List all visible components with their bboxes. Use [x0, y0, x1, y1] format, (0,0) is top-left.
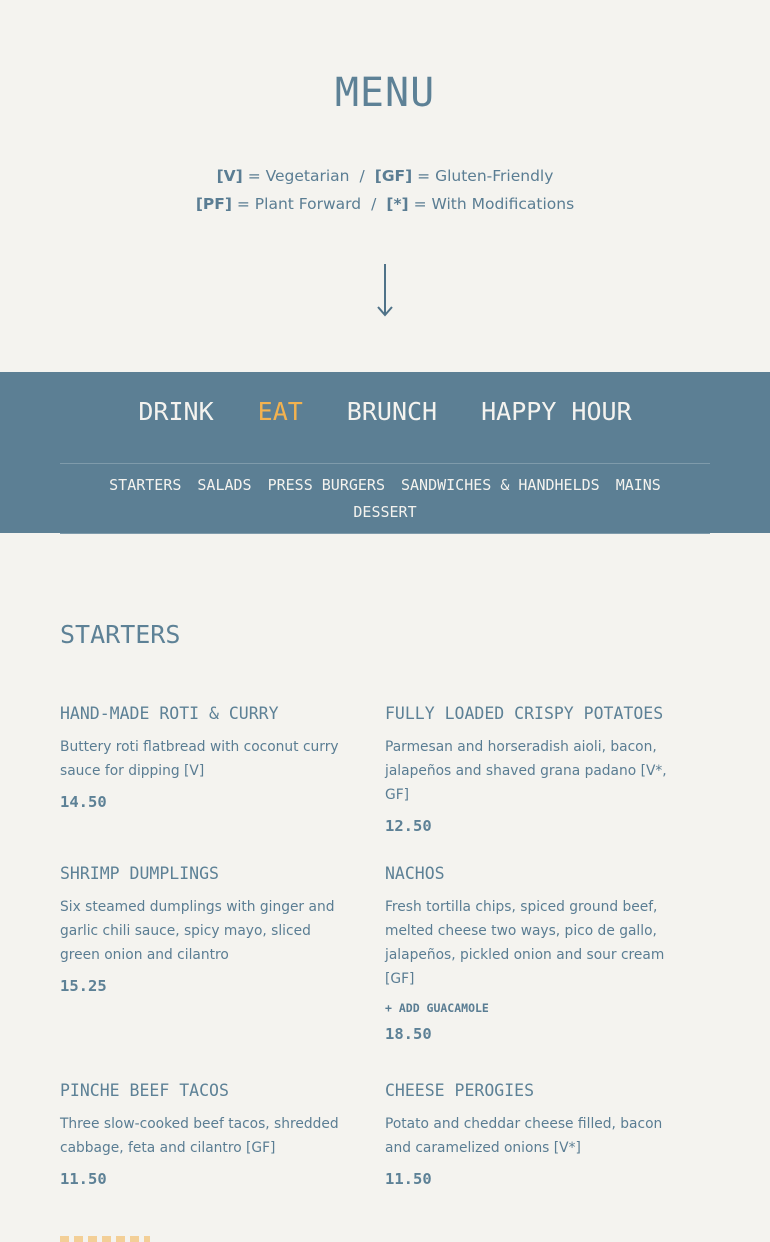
legend-row-2 [0, 190, 770, 218]
menu-item [60, 704, 355, 811]
subtab-press-burgers[interactable]: PRESS BURGERS [267, 476, 385, 494]
item-name: PINCHE BEEF TACOS [60, 1081, 229, 1100]
legend-tag-vegetarian: [V] [216, 167, 243, 185]
sub-navigation-row [60, 476, 710, 494]
subtab-sandwiches-handhelds[interactable]: SANDWICHES & HANDHELDS [401, 476, 600, 494]
subtab-starters[interactable]: STARTERS [109, 476, 182, 494]
item-name: FULLY LOADED CRISPY POTATOES [385, 704, 664, 723]
menu-item [385, 704, 680, 835]
tab-brunch[interactable]: BRUNCH [346, 397, 438, 426]
item-name: HAND-MADE ROTI & CURRY [60, 704, 279, 723]
item-price: 15.25 [60, 977, 107, 995]
item-description: Three slow-cooked beef tacos, shredded cabbage, feta and cilantro [GF] [60, 1116, 339, 1156]
page-title: MENU [334, 70, 436, 116]
legend-tag-gluten-friendly: [GF] [374, 167, 413, 185]
legend-row-1 [0, 162, 770, 190]
tab-happy-hour[interactable]: HAPPY HOUR [481, 397, 632, 426]
item-description: Fresh tortilla chips, spiced ground beef, melted cheese two ways, pico de gallo, jalapeños, pickled onion and sour cream [GF] [385, 899, 665, 987]
legend-tag-modifications: [*] [386, 195, 409, 213]
legend-divider: / [371, 195, 377, 213]
main-tabs [0, 397, 770, 426]
item-price: 12.50 [385, 817, 432, 835]
menu-item [60, 1081, 355, 1188]
item-description: Buttery roti flatbread with coconut curry sauce for dipping [V] [60, 739, 339, 779]
dietary-legend [0, 162, 770, 218]
item-price: 18.50 [385, 1025, 432, 1043]
legend-text-vegetarian: = Vegetarian [247, 167, 350, 185]
tab-eat[interactable]: EAT [257, 397, 303, 426]
sub-navigation-row [60, 503, 710, 521]
menu-item [385, 1081, 680, 1188]
item-name: NACHOS [385, 864, 445, 883]
item-price: 14.50 [60, 793, 107, 811]
legend-divider: / [359, 167, 365, 185]
arrow-down-icon[interactable] [376, 262, 394, 318]
menu-item [385, 864, 680, 1043]
item-description: Six steamed dumplings with ginger and garlic chili sauce, spicy mayo, sliced green onion and cilantro [60, 899, 335, 963]
subtab-salads[interactable]: SALADS [197, 476, 252, 494]
subtab-dessert[interactable]: DESSERT [353, 503, 417, 521]
item-name: CHEESE PEROGIES [385, 1081, 535, 1100]
add-guacamole-option: + ADD GUACAMOLE [385, 1001, 489, 1015]
legend-tag-plant-forward: [PF] [195, 195, 232, 213]
tab-drink[interactable]: DRINK [138, 397, 214, 426]
section-title: STARTERS [60, 620, 181, 649]
menu-hero [0, 0, 770, 372]
next-section-title-peek [60, 1236, 150, 1242]
legend-text-modifications: = With Modifications [413, 195, 575, 213]
subtab-mains[interactable]: MAINS [615, 476, 661, 494]
item-description: Potato and cheddar cheese filled, bacon and caramelized onions [V*] [385, 1116, 663, 1156]
sub-navigation [60, 463, 710, 534]
menu-item [60, 864, 355, 995]
item-name: SHRIMP DUMPLINGS [60, 864, 219, 883]
item-description: Parmesan and horseradish aioli, bacon, jalapeños and shaved grana padano [V*, GF] [385, 739, 667, 803]
item-price: 11.50 [385, 1170, 432, 1188]
item-price: 11.50 [60, 1170, 107, 1188]
legend-text-gluten-friendly: = Gluten-Friendly [417, 167, 554, 185]
legend-text-plant-forward: = Plant Forward [236, 195, 362, 213]
